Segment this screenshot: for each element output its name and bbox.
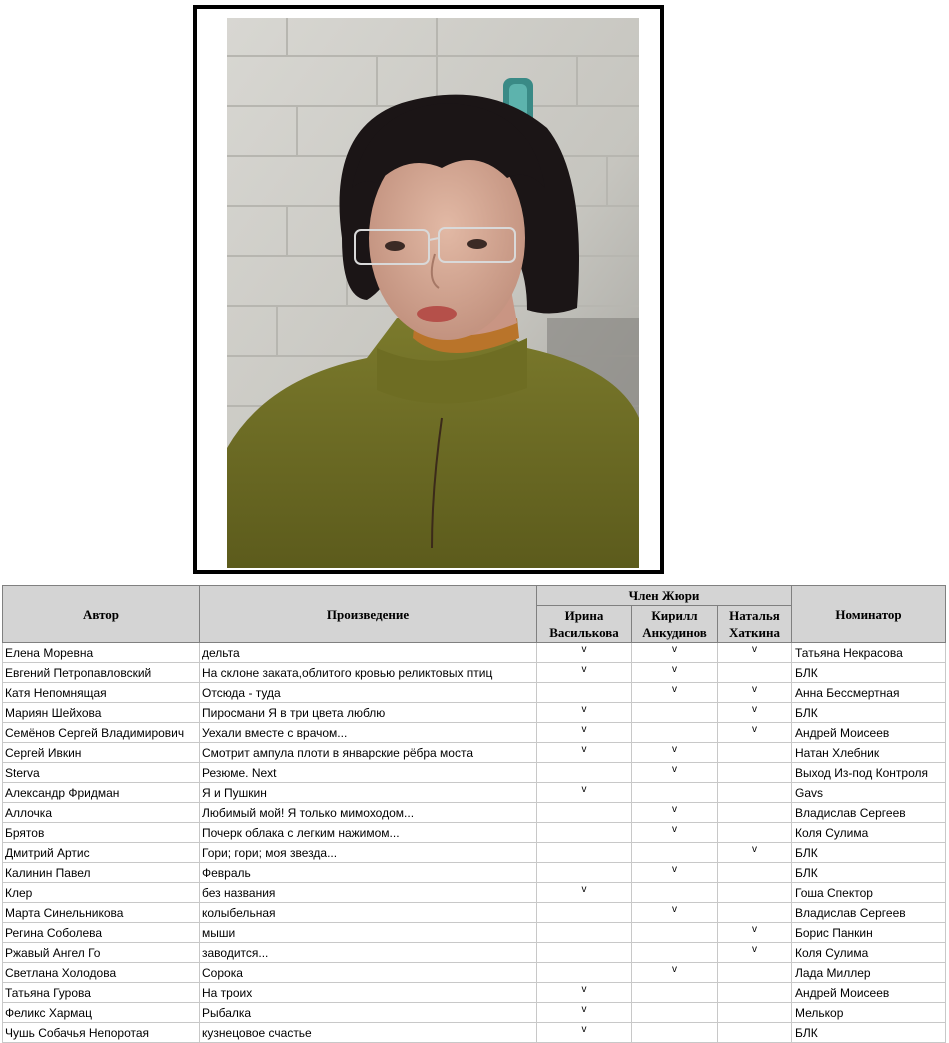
vote-check-mark: v [752,724,757,735]
author-cell: Александр Фридман [3,783,200,803]
vote-check-mark: v [752,924,757,935]
vote-cell [718,1003,792,1023]
jury-table [2,585,946,1043]
nominator-cell: Мелькор [792,1003,946,1023]
vote-check-mark: v [581,1004,587,1015]
vote-check-mark: v [672,964,677,975]
vote-cell [537,943,632,963]
work-cell: дельта [200,643,537,663]
photo-frame [193,5,664,574]
vote-cell [632,643,718,663]
vote-cell [632,1003,718,1023]
table-body [3,643,946,1043]
nominator-cell: Натан Хлебник [792,743,946,763]
nominator-cell: БЛК [792,863,946,883]
vote-cell [718,1023,792,1043]
vote-cell [537,1003,632,1023]
nominator-cell: БЛК [792,843,946,863]
vote-check-mark: v [672,804,677,815]
vote-cell [632,683,718,703]
table-row [3,723,946,743]
vote-cell [632,983,718,1003]
work-cell: На троих [200,983,537,1003]
work-cell: Почерк облака с легким нажимом... [200,823,537,843]
table-row [3,663,946,683]
author-cell: Елена Моревна [3,643,200,663]
work-cell: Смотрит ампула плоти в январские рёбра моста [200,743,537,763]
column-header-judge-3 [718,606,792,643]
column-header-author: Автор [3,586,200,643]
vote-check-mark: v [672,864,677,875]
vote-cell [632,963,718,983]
nominator-cell: Татьяна Некрасова [792,643,946,663]
vote-check-mark: v [581,724,587,735]
work-cell: Февраль [200,863,537,883]
column-header-judge-2 [632,606,718,643]
vote-cell [632,883,718,903]
vote-cell [632,703,718,723]
nominator-cell: БЛК [792,1023,946,1043]
table-row [3,823,946,843]
vote-cell [718,823,792,843]
vote-cell [632,903,718,923]
vote-cell [537,803,632,823]
vote-check-mark: v [581,784,587,795]
author-cell: Феликс Хармац [3,1003,200,1023]
vote-check-mark: v [672,824,677,835]
judge-last-name: Анкудинов [642,625,707,640]
vote-check-mark: v [752,644,757,655]
vote-cell [537,743,632,763]
judge-last-name: Василькова [549,625,619,640]
vote-cell [537,723,632,743]
author-cell: Клер [3,883,200,903]
vote-cell [718,723,792,743]
vote-cell [632,783,718,803]
work-cell: кузнецовое счастье [200,1023,537,1043]
work-cell: Пиросмани Я в три цвета люблю [200,703,537,723]
vote-check-mark: v [752,684,757,695]
work-cell: Любимый мой! Я только мимоходом... [200,803,537,823]
vote-cell [718,883,792,903]
portrait-photo-icon [227,18,639,568]
vote-cell [718,683,792,703]
vote-cell [718,803,792,823]
table-row [3,1003,946,1023]
vote-cell [632,843,718,863]
author-cell: Марта Синельникова [3,903,200,923]
author-cell: Татьяна Гурова [3,983,200,1003]
vote-cell [537,843,632,863]
author-cell: Дмитрий Артис [3,843,200,863]
work-cell: мыши [200,923,537,943]
author-cell: Катя Непомнящая [3,683,200,703]
column-header-judge-1 [537,606,632,643]
vote-cell [718,983,792,1003]
table-row [3,743,946,763]
vote-check-mark: v [672,664,677,675]
table-row [3,643,946,663]
nominator-cell: Борис Панкин [792,923,946,943]
vote-cell [718,763,792,783]
vote-cell [537,783,632,803]
column-header-work: Произведение [200,586,537,643]
work-cell: колыбельная [200,903,537,923]
table-row [3,943,946,963]
vote-check-mark: v [752,704,757,715]
vote-cell [632,663,718,683]
vote-cell [718,963,792,983]
vote-cell [718,863,792,883]
vote-cell [537,823,632,843]
vote-check-mark: v [672,764,677,775]
vote-cell [632,723,718,743]
nominator-cell: Владислав Сергеев [792,803,946,823]
vote-check-mark: v [672,744,677,755]
table-row [3,803,946,823]
vote-cell [537,663,632,683]
nominator-cell: Анна Бессмертная [792,683,946,703]
vote-cell [718,703,792,723]
nominator-cell: Гоша Спектор [792,883,946,903]
vote-cell [537,983,632,1003]
vote-cell [632,863,718,883]
work-cell: Уехали вместе с врачом... [200,723,537,743]
author-cell: Мариян Шейхова [3,703,200,723]
table-row [3,843,946,863]
vote-check-mark: v [581,744,587,755]
nominator-cell: Выход Из-под Контроля [792,763,946,783]
vote-check-mark: v [752,844,757,855]
column-header-jury-group: Член Жюри [537,586,792,606]
vote-check-mark: v [672,904,677,915]
vote-cell [537,643,632,663]
author-cell: Светлана Холодова [3,963,200,983]
vote-check-mark: v [672,684,677,695]
judge-first-name: Кирилл [651,608,698,623]
judge-last-name: Хаткина [729,625,780,640]
table-row [3,963,946,983]
vote-cell [632,763,718,783]
vote-cell [718,663,792,683]
table-row [3,763,946,783]
table-row [3,863,946,883]
vote-cell [537,883,632,903]
judge-first-name: Наталья [729,608,780,623]
vote-check-mark: v [581,1024,587,1035]
vote-cell [718,783,792,803]
nominator-cell: БЛК [792,663,946,683]
judge-first-name: Ирина [564,608,604,623]
nominator-cell: Андрей Моисеев [792,983,946,1003]
author-cell: Сергей Ивкин [3,743,200,763]
vote-cell [537,903,632,923]
vote-cell [632,823,718,843]
work-cell: Отсюда - туда [200,683,537,703]
work-cell: Гори; гори; моя звезда... [200,843,537,863]
work-cell: Я и Пушкин [200,783,537,803]
vote-check-mark: v [581,704,587,715]
vote-cell [718,643,792,663]
vote-check-mark: v [581,644,587,655]
table-row [3,1023,946,1043]
vote-cell [718,943,792,963]
work-cell: Резюме. Next [200,763,537,783]
nominator-cell: Коля Сулима [792,943,946,963]
nominator-cell: Владислав Сергеев [792,903,946,923]
table-row [3,703,946,723]
author-cell: Семёнов Сергей Владимирович [3,723,200,743]
table-row [3,923,946,943]
work-cell: Сорока [200,963,537,983]
author-cell: Евгений Петропавловский [3,663,200,683]
work-cell: заводится... [200,943,537,963]
author-cell: Регина Соболева [3,923,200,943]
author-cell: Ржавый Ангел Го [3,943,200,963]
column-header-nominator: Номинатор [792,586,946,643]
vote-cell [537,703,632,723]
nominator-cell: Лада Миллер [792,963,946,983]
vote-cell [537,763,632,783]
author-cell: Аллочка [3,803,200,823]
vote-check-mark: v [581,884,587,895]
table-row [3,883,946,903]
nominator-cell: Андрей Моисеев [792,723,946,743]
nominator-cell: БЛК [792,703,946,723]
vote-cell [718,923,792,943]
author-cell: Чушь Собачья Непоротая [3,1023,200,1043]
table-row [3,903,946,923]
work-cell: Рыбалка [200,1003,537,1023]
nominator-cell: Коля Сулима [792,823,946,843]
work-cell: На склоне заката,облитого кровью реликтовых птиц [200,663,537,683]
vote-cell [632,743,718,763]
vote-cell [632,1023,718,1043]
vote-check-mark: v [581,984,587,995]
vote-check-mark: v [581,664,587,675]
vote-cell [537,683,632,703]
vote-cell [718,743,792,763]
vote-check-mark: v [672,644,677,655]
vote-cell [632,803,718,823]
vote-cell [632,943,718,963]
vote-cell [537,923,632,943]
nominator-cell: Gavs [792,783,946,803]
work-cell: без названия [200,883,537,903]
table-row [3,983,946,1003]
vote-cell [537,1023,632,1043]
author-cell: Sterva [3,763,200,783]
author-cell: Калинин Павел [3,863,200,883]
vote-cell [537,963,632,983]
vote-cell [632,923,718,943]
author-cell: Брятов [3,823,200,843]
vote-check-mark: v [752,944,757,955]
vote-cell [718,843,792,863]
vote-cell [537,863,632,883]
table-row [3,683,946,703]
table-row [3,783,946,803]
vote-cell [718,903,792,923]
